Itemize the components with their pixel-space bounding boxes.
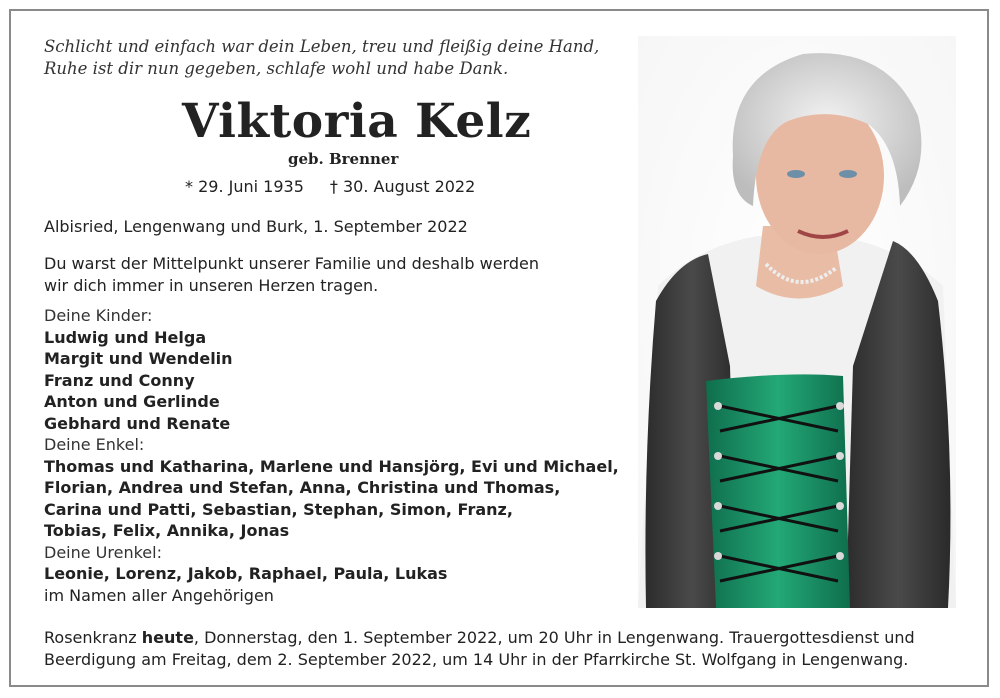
birth-date: * 29. Juni 1935 [185, 177, 304, 196]
deceased-name: Viktoria Kelz [182, 94, 532, 149]
list-item: Ludwig und Helga [44, 327, 207, 347]
motto-line: Schlicht und einfach war dein Leben, treu und fleißig deine Hand, [44, 37, 600, 56]
maiden-name: geb. Brenner [288, 150, 399, 168]
family-list [44, 305, 619, 606]
list-item: Margit und Wendelin [44, 349, 233, 368]
intro-line: Du warst der Mittelpunkt unserer Familie und deshalb werden [44, 254, 539, 273]
list-item: Florian, Andrea und Stefan, Anna, Christina und Thomas, [44, 478, 561, 497]
list-item: Thomas und Katharina, Marlene und Hansjörg, Evi und Michael, [44, 456, 619, 476]
list-item: Franz und Conny [44, 370, 195, 390]
service-line: Beerdigung am Freitag, dem 2. September 2022, um 14 Uhr in der Pfarrkirche St. Wolfgang in Lengenwang. [44, 650, 909, 669]
list-item: Carina und Patti, Sebastian, Stephan, Simon, Franz, [44, 499, 513, 519]
list-item: Leonie, Lorenz, Jakob, Raphael, Paula, Lukas [44, 564, 448, 583]
motto-line: Ruhe ist dir nun gegeben, schlafe wohl und habe Dank. [44, 59, 509, 78]
intro-line: wir dich immer in unseren Herzen tragen. [44, 275, 379, 295]
children-label: Deine Kinder: [44, 306, 153, 325]
grandchildren-label: Deine Enkel: [44, 435, 145, 454]
place-date-text: Albisried, Lengenwang und Burk, 1. September 2022 [44, 217, 468, 236]
closing-line: im Namen aller Angehörigen [44, 585, 274, 605]
place-date [44, 216, 468, 238]
great-grandchildren-label: Deine Urenkel: [44, 542, 162, 562]
service-info [44, 627, 915, 671]
service-emphasis: heute [141, 628, 194, 647]
service-line [44, 627, 915, 649]
intro-text [44, 253, 539, 296]
death-date: † 30. August 2022 [329, 177, 476, 196]
service-text: , Donnerstag, den 1. September 2022, um 20 Uhr in Lengenwang. Trauergottesdienst und [193, 628, 915, 647]
list-item: Gebhard und Renate [44, 413, 231, 433]
list-item: Tobias, Felix, Annika, Jonas [44, 521, 290, 540]
list-item: Anton und Gerlinde [44, 392, 220, 411]
service-text: Rosenkranz [44, 628, 142, 647]
life-dates [185, 177, 475, 196]
portrait-photo-icon [638, 36, 956, 608]
motto [44, 36, 599, 80]
